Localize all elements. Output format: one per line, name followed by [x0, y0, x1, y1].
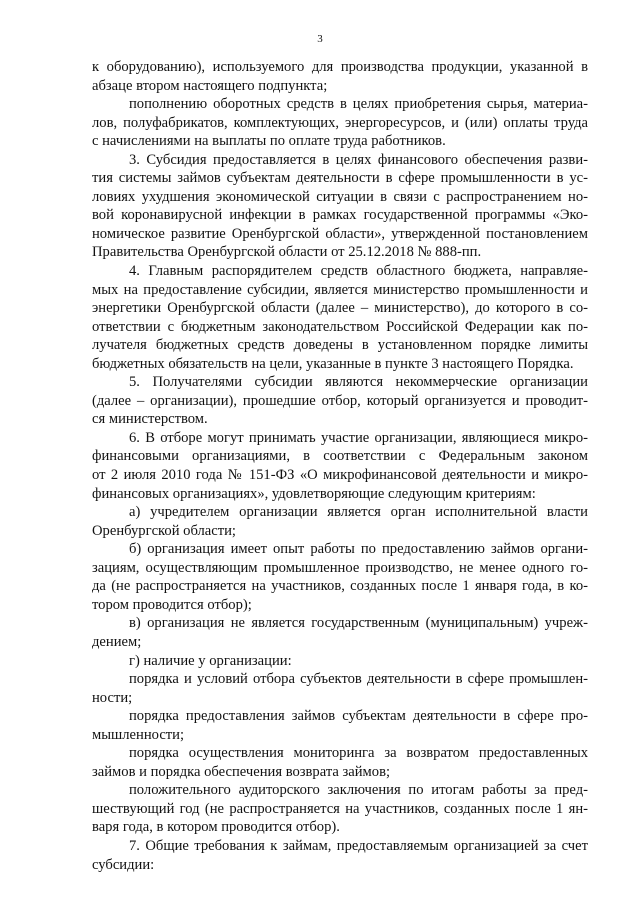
- text-line: лов, полуфабрикатов, комплектующих, энергоресурсов, и (или) оплаты труда: [92, 114, 588, 131]
- paragraph: [92, 95, 588, 151]
- text-line: пополнению оборотных средств в целях приобретения сырья, материа-: [129, 96, 588, 113]
- paragraph: [92, 373, 588, 429]
- text-line: варя года, в котором проводится отбор).: [92, 819, 340, 836]
- text-line: 7. Общие требования к займам, предоставляемым организацией за счет: [129, 837, 588, 854]
- text-line: займов и порядка обеспечения возврата займов;: [92, 763, 391, 780]
- paragraph: [92, 781, 588, 837]
- text-line: положительного аудиторского заключения по итогам работы за пред-: [129, 782, 588, 799]
- page-number: 3: [317, 33, 323, 45]
- paragraph: [92, 540, 588, 614]
- document-body: [92, 58, 588, 874]
- paragraph: [92, 652, 588, 671]
- text-line: зациям, осуществляющим промышленное производство, не менее одного го-: [92, 559, 588, 576]
- text-line: ответствии с бюджетным законодательством Российской Федерации как по-: [92, 318, 588, 335]
- text-line: ности;: [92, 689, 133, 706]
- text-line: тором проводится отбор);: [92, 596, 252, 613]
- text-line: порядка предоставления займов субъектам деятельности в сфере про-: [129, 708, 588, 725]
- text-line: бюджетных обязательств на цели, указанные в пункте 3 настоящего Порядка.: [92, 355, 574, 372]
- text-line: порядка осуществления мониторинга за возвратом предоставленных: [129, 745, 588, 762]
- paragraph: [92, 262, 588, 373]
- text-line: (далее – организации), прошедшие отбор, который организуется и проводит-: [92, 392, 588, 409]
- text-line: г) наличие у организации:: [129, 652, 292, 669]
- text-line: субсидии:: [92, 856, 155, 873]
- text-line: к оборудованию), используемого для производства продукции, указанной в: [92, 59, 588, 75]
- paragraph: [92, 670, 588, 707]
- text-line: 4. Главным распорядителем средств областного бюджета, направляе-: [129, 263, 588, 280]
- paragraph: [92, 58, 588, 95]
- text-line: с начислениями на выплаты по оплате труда работников.: [92, 133, 446, 150]
- text-line: финансовыми организациями, в соответствии с Федеральным законом: [92, 448, 588, 465]
- paragraph: [92, 614, 588, 651]
- text-line: финансовых организациях», удовлетворяющие следующим критериям:: [92, 485, 536, 502]
- paragraph: [92, 707, 588, 744]
- text-line: абзаце втором настоящего подпункта;: [92, 77, 328, 94]
- text-line: от 2 июля 2010 года № 151-ФЗ «О микрофинансовой деятельности и микро-: [92, 467, 588, 484]
- text-line: лучателя бюджетных средств доведены в установленном порядке лимиты: [92, 337, 588, 354]
- text-line: мых на предоставление субсидии, является министерство промышленности и: [92, 281, 588, 298]
- paragraph: [92, 837, 588, 874]
- text-line: 3. Субсидия предоставляется в целях финансового обеспечения разви-: [129, 151, 588, 168]
- text-line: шествующий год (не распространяется на участников, созданных после 1 ян-: [92, 800, 588, 817]
- text-line: энергетики Оренбургской области (далее – министерство), до которого в со-: [92, 300, 588, 317]
- text-line: ся министерством.: [92, 411, 208, 428]
- text-line: вой коронавирусной инфекции в рамках государственной программы «Эко-: [92, 207, 588, 224]
- paragraph: [92, 151, 588, 262]
- text-line: дением;: [92, 633, 142, 650]
- text-line: Правительства Оренбургской области от 25.12.2018 № 888-пп.: [92, 244, 482, 261]
- paragraph: [92, 429, 588, 503]
- text-line: порядка и условий отбора субъектов деятельности в сфере промышлен-: [129, 671, 588, 688]
- text-line: мышленности;: [92, 726, 185, 743]
- paragraph: [92, 744, 588, 781]
- text-line: 6. В отборе могут принимать участие организации, являющиеся микро-: [129, 429, 588, 446]
- text-line: а) учредителем организации является орган исполнительной власти: [129, 504, 588, 521]
- text-line: в) организация не является государственным (муниципальным) учреж-: [129, 615, 588, 632]
- text-line: номическое развитие Оренбургской области», утвержденной постановлением: [92, 225, 588, 242]
- text-line: тия системы займов субъектам деятельности в сфере промышленности в ус-: [92, 170, 588, 187]
- paragraph: [92, 503, 588, 540]
- text-line: да (не распространяется на участников, созданных после 1 января года, в ко-: [92, 578, 588, 595]
- text-line: б) организация имеет опыт работы по предоставлению займов органи-: [129, 541, 588, 558]
- text-line: ловиях ухудшения экономической ситуации в связи с распространением но-: [92, 188, 588, 205]
- text-line: 5. Получателями субсидии являются некоммерческие организации: [129, 374, 588, 391]
- text-line: Оренбургской области;: [92, 522, 236, 539]
